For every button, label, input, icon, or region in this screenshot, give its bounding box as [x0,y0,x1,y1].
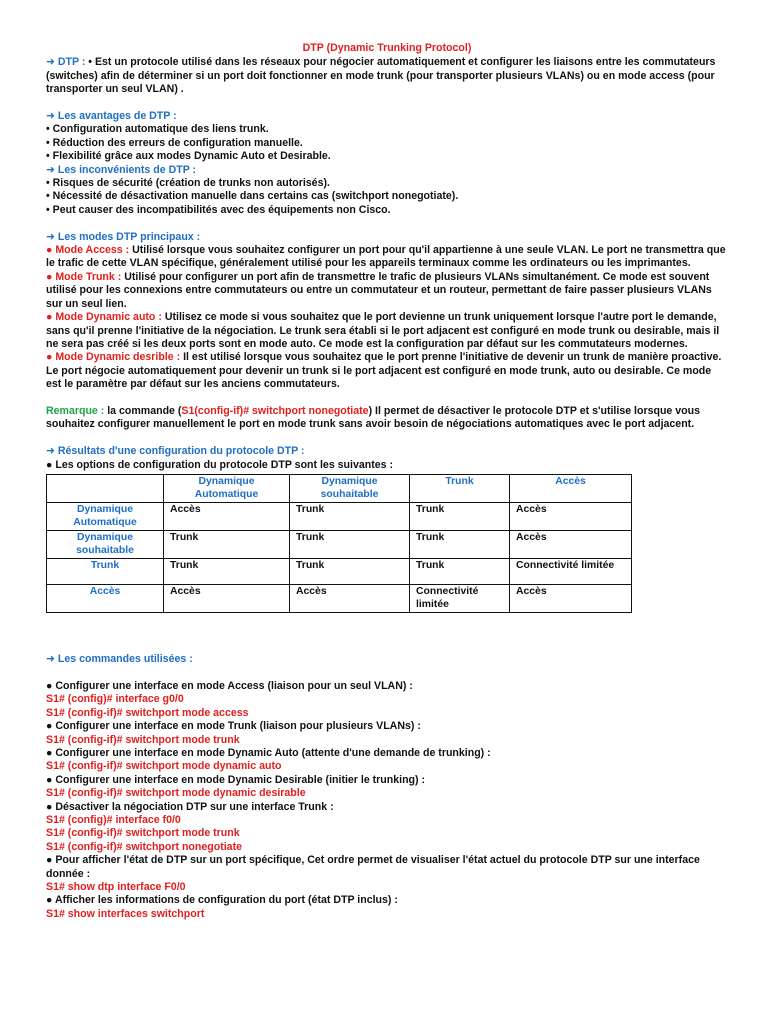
table-row-header: Accès [47,584,164,612]
table-row-header: Trunk [47,558,164,584]
command-description: ● Configurer une interface en mode Dynamic Auto (attente d'une demande de trunking) : [46,746,491,759]
mode-dynamic-desirable: ● Mode Dynamic desrible : Il est utilisé lorsque vous souhaitez que le port prenne l'initiative de devenir un trunk de manière proactive. Le port négocie automatiquement pour devenir un trunk si le port adjacent est configuré en mode trunk, auto ou desirable. Ce mode est le paramètre par défaut sur les anciens commutateurs. [46,351,722,391]
table-cell: Trunk [164,558,290,584]
command-line: S1# (config)# interface g0/0 [46,693,184,706]
command-description: ● Configurer une interface en mode Access (liaison pour un seul VLAN) : [46,679,413,692]
table-header-cell: Dynamique Automatique [164,474,290,502]
table-header-cell: Accès [510,474,632,502]
table-cell: Accès [164,584,290,612]
page-title: DTP (Dynamic Trunking Protocol) [302,42,472,54]
table-row-header: Dynamique souhaitable [47,530,164,558]
modes-heading: ➜ Les modes DTP principaux : [46,230,201,243]
list-item: • Flexibilité grâce aux modes Dynamic Auto et Desirable. [46,150,331,163]
mode-trunk: ● Mode Trunk : Utilisé pour configurer un port afin de transmettre le trafic de plusieurs VLANs simultanément. Ce mode est souvent utilisé pour les connexions entre commutateurs ou entre un commutateur et un routeur, permettant de faire passer plusieurs VLANs sur un seul lien. [46,270,712,310]
disadvantages-heading: ➜ Les inconvénients de DTP : [46,163,197,176]
table-row-header: Dynamique Automatique [47,502,164,530]
table-row [47,530,632,558]
table-cell: Accès [510,530,632,558]
table-row [47,558,632,584]
command-line: S1# show interfaces switchport [46,907,205,920]
right-arrow-icon: ➜ [46,163,55,176]
table-cell: Accès [510,584,632,612]
command-line: S1# (config-if)# switchport mode access [46,706,249,719]
remark-command: S1(config-if)# switchport nonegotiate [181,404,369,417]
table-header-row [47,474,632,502]
table-cell: Trunk [290,502,410,530]
command-line: S1# (config-if)# switchport mode trunk [46,733,240,746]
commands-heading: ➜ Les commandes utilisées : [46,653,193,666]
command-line: S1# (config)# interface f0/0 [46,813,181,826]
command-line: S1# (config-if)# switchport mode trunk [46,827,240,840]
mode-access: ● Mode Access : Utilisé lorsque vous souhaitez configurer un port pour qu'il appartienne à une seule VLAN. Le port ne transmettra que le trafic de cette VLAN spécifique, généralement utilisé pour les appareils terminaux comme les ordinateurs ou les imprimantes. [46,244,726,270]
table-cell: Connectivité limitée [410,584,510,612]
remark-paragraph: Remarque : la commande (S1(config-if)# switchport nonegotiate) Il permet de désactiver le protocole DTP et s'utilise lorsque vous souhaitez configurer manuellement le port en mode trunk sans avoir besoin de négociations automatiques avec le port adjacent. [46,404,700,431]
command-description: ● Pour afficher l'état de DTP sur un port spécifique, Cet ordre permet de visualiser l'état actuel du protocole DTP sur une interface donnée : [46,854,700,880]
advantages-heading: ➜ Les avantages de DTP : [46,110,177,123]
remark-label: Remarque : [46,404,105,417]
table-cell: Accès [164,502,290,530]
table-cell: Trunk [290,558,410,584]
list-item: • Configuration automatique des liens trunk. [46,123,269,136]
mode-dynamic-auto: ● Mode Dynamic auto : Utilisez ce mode si vous souhaitez que le port devienne un trunk uniquement lorsque l'autre port le demande, sans qu'il prenne l'initiative de la négociation. Le trunk sera établi si le port adjacent est configuré en mode trunk ou desirable, mais il ne sera pas créé si les deux ports sont en mode auto. Ce mode est la configuration par défaut sur les commutateurs modernes. [46,311,720,350]
intro-text: • Est un protocole utilisé dans les réseaux pour négocier automatiquement et configurer les liaisons entre les commutateurs (switches) afin de déterminer si un port doit fonctionner en mode trunk (pour transporter plusieurs VLANs) ou en mode access (pour transporter un seul VLAN) . [46,56,716,96]
table-cell: Trunk [164,530,290,558]
table-header-cell [47,474,164,502]
command-line: S1# (config-if)# switchport mode dynamic auto [46,760,282,773]
results-heading: ➜ Résultats d'une configuration du protocole DTP : [46,445,305,458]
table-cell: Accès [510,502,632,530]
table-cell: Trunk [410,558,510,584]
table-row [47,502,632,530]
intro-paragraph [46,56,728,96]
results-intro: ● Les options de configuration du protocole DTP sont les suivantes : [46,458,394,471]
right-arrow-icon: ➜ [46,445,55,458]
command-description: ● Configurer une interface en mode Dynamic Desirable (initier le trunking) : [46,773,426,786]
table-row [47,584,632,612]
list-item: • Nécessité de désactivation manuelle dans certains cas (switchport nonegotiate). [46,190,459,203]
list-item: • Risques de sécurité (création de trunks non autorisés). [46,177,330,190]
table-cell: Trunk [410,530,510,558]
command-line: S1# (config-if)# switchport mode dynamic desirable [46,787,306,800]
table-cell: Trunk [410,502,510,530]
command-line: S1# (config-if)# switchport nonegotiate [46,840,242,853]
list-item: • Réduction des erreurs de configuration manuelle. [46,136,303,149]
right-arrow-icon: ➜ [46,230,55,243]
table-cell: Trunk [290,530,410,558]
command-description: ● Afficher les informations de configuration du port (état DTP inclus) : [46,894,398,907]
command-description: ● Désactiver la négociation DTP sur une interface Trunk : [46,800,334,813]
table-header-cell: Trunk [410,474,510,502]
right-arrow-icon: ➜ [46,110,55,123]
right-arrow-icon: ➜ [46,56,55,69]
table-cell: Connectivité limitée [510,558,632,584]
table-cell: Accès [290,584,410,612]
command-line: S1# show dtp interface F0/0 [46,881,186,893]
intro-label: DTP : [57,56,86,69]
command-description: ● Configurer une interface en mode Trunk (liaison pour plusieurs VLANs) : [46,720,421,733]
right-arrow-icon: ➜ [46,653,55,666]
table-header-cell: Dynamique souhaitable [290,474,410,502]
dtp-results-table [46,474,632,613]
list-item: • Peut causer des incompatibilités avec des équipements non Cisco. [46,203,391,216]
